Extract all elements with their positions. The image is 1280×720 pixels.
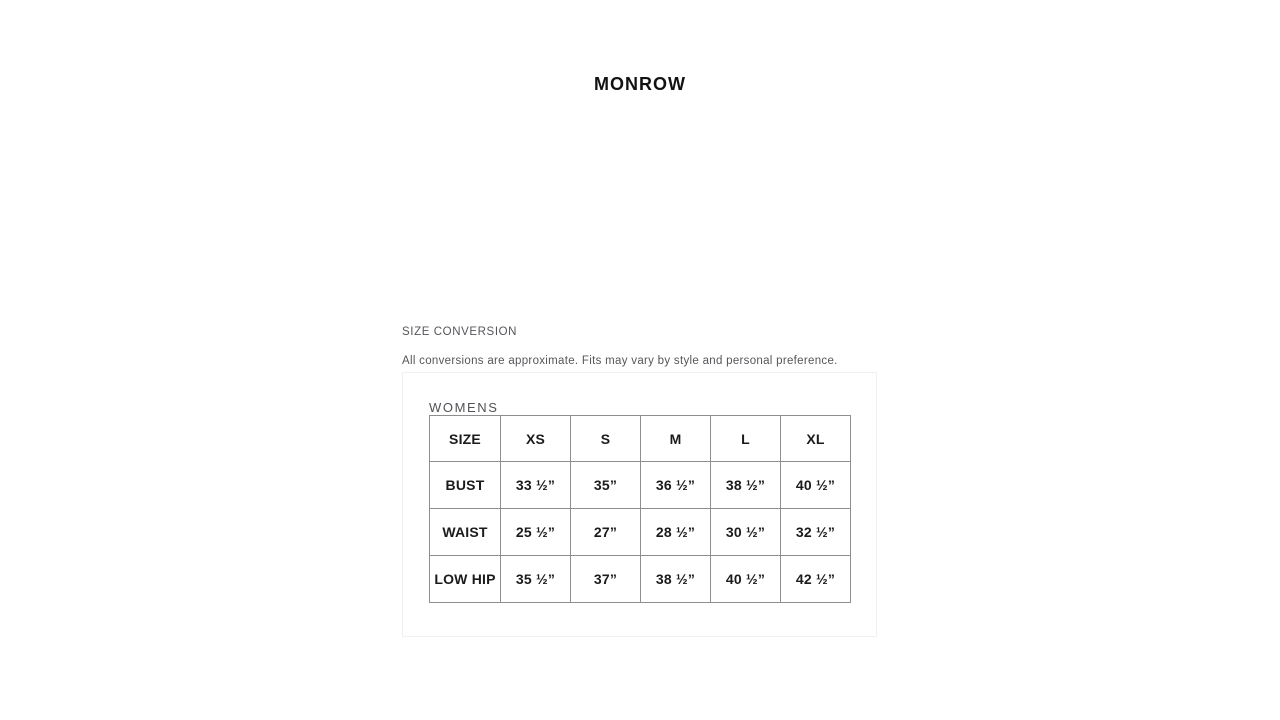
- table-row-bust: [430, 462, 851, 509]
- header-cell-s: S: [571, 416, 641, 462]
- measurement-cell: 30 ½”: [711, 509, 781, 556]
- header-cell-l: L: [711, 416, 781, 462]
- womens-section-label: WOMENS: [429, 400, 499, 415]
- page-title: SIZE CONVERSION: [402, 326, 518, 338]
- measurement-cell: 38 ½”: [641, 556, 711, 603]
- measurement-cell: 27”: [571, 509, 641, 556]
- header-cell-xs: XS: [501, 416, 571, 462]
- measurement-cell: 35 ½”: [501, 556, 571, 603]
- row-label-cell: LOW HIP: [430, 556, 501, 603]
- measurement-cell: 42 ½”: [781, 556, 851, 603]
- measurement-cell: 36 ½”: [641, 462, 711, 509]
- measurement-cell: 40 ½”: [711, 556, 781, 603]
- measurement-cell: 28 ½”: [641, 509, 711, 556]
- disclaimer-text: All conversions are approximate. Fits may vary by style and personal preference.: [402, 355, 838, 367]
- row-label-cell: WAIST: [430, 509, 501, 556]
- header-cell-size: SIZE: [430, 416, 501, 462]
- womens-size-table: [429, 415, 851, 603]
- measurement-cell: 38 ½”: [711, 462, 781, 509]
- measurement-cell: 37”: [571, 556, 641, 603]
- header-cell-m: M: [641, 416, 711, 462]
- size-chart-panel: [402, 372, 877, 637]
- row-label-cell: BUST: [430, 462, 501, 509]
- brand-logo[interactable]: MONROW: [594, 74, 686, 94]
- header-cell-xl: XL: [781, 416, 851, 462]
- table-row-low-hip: [430, 556, 851, 603]
- table-header-row: [430, 416, 851, 462]
- measurement-cell: 33 ½”: [501, 462, 571, 509]
- measurement-cell: 40 ½”: [781, 462, 851, 509]
- measurement-cell: 35”: [571, 462, 641, 509]
- measurement-cell: 25 ½”: [501, 509, 571, 556]
- table-row-waist: [430, 509, 851, 556]
- measurement-cell: 32 ½”: [781, 509, 851, 556]
